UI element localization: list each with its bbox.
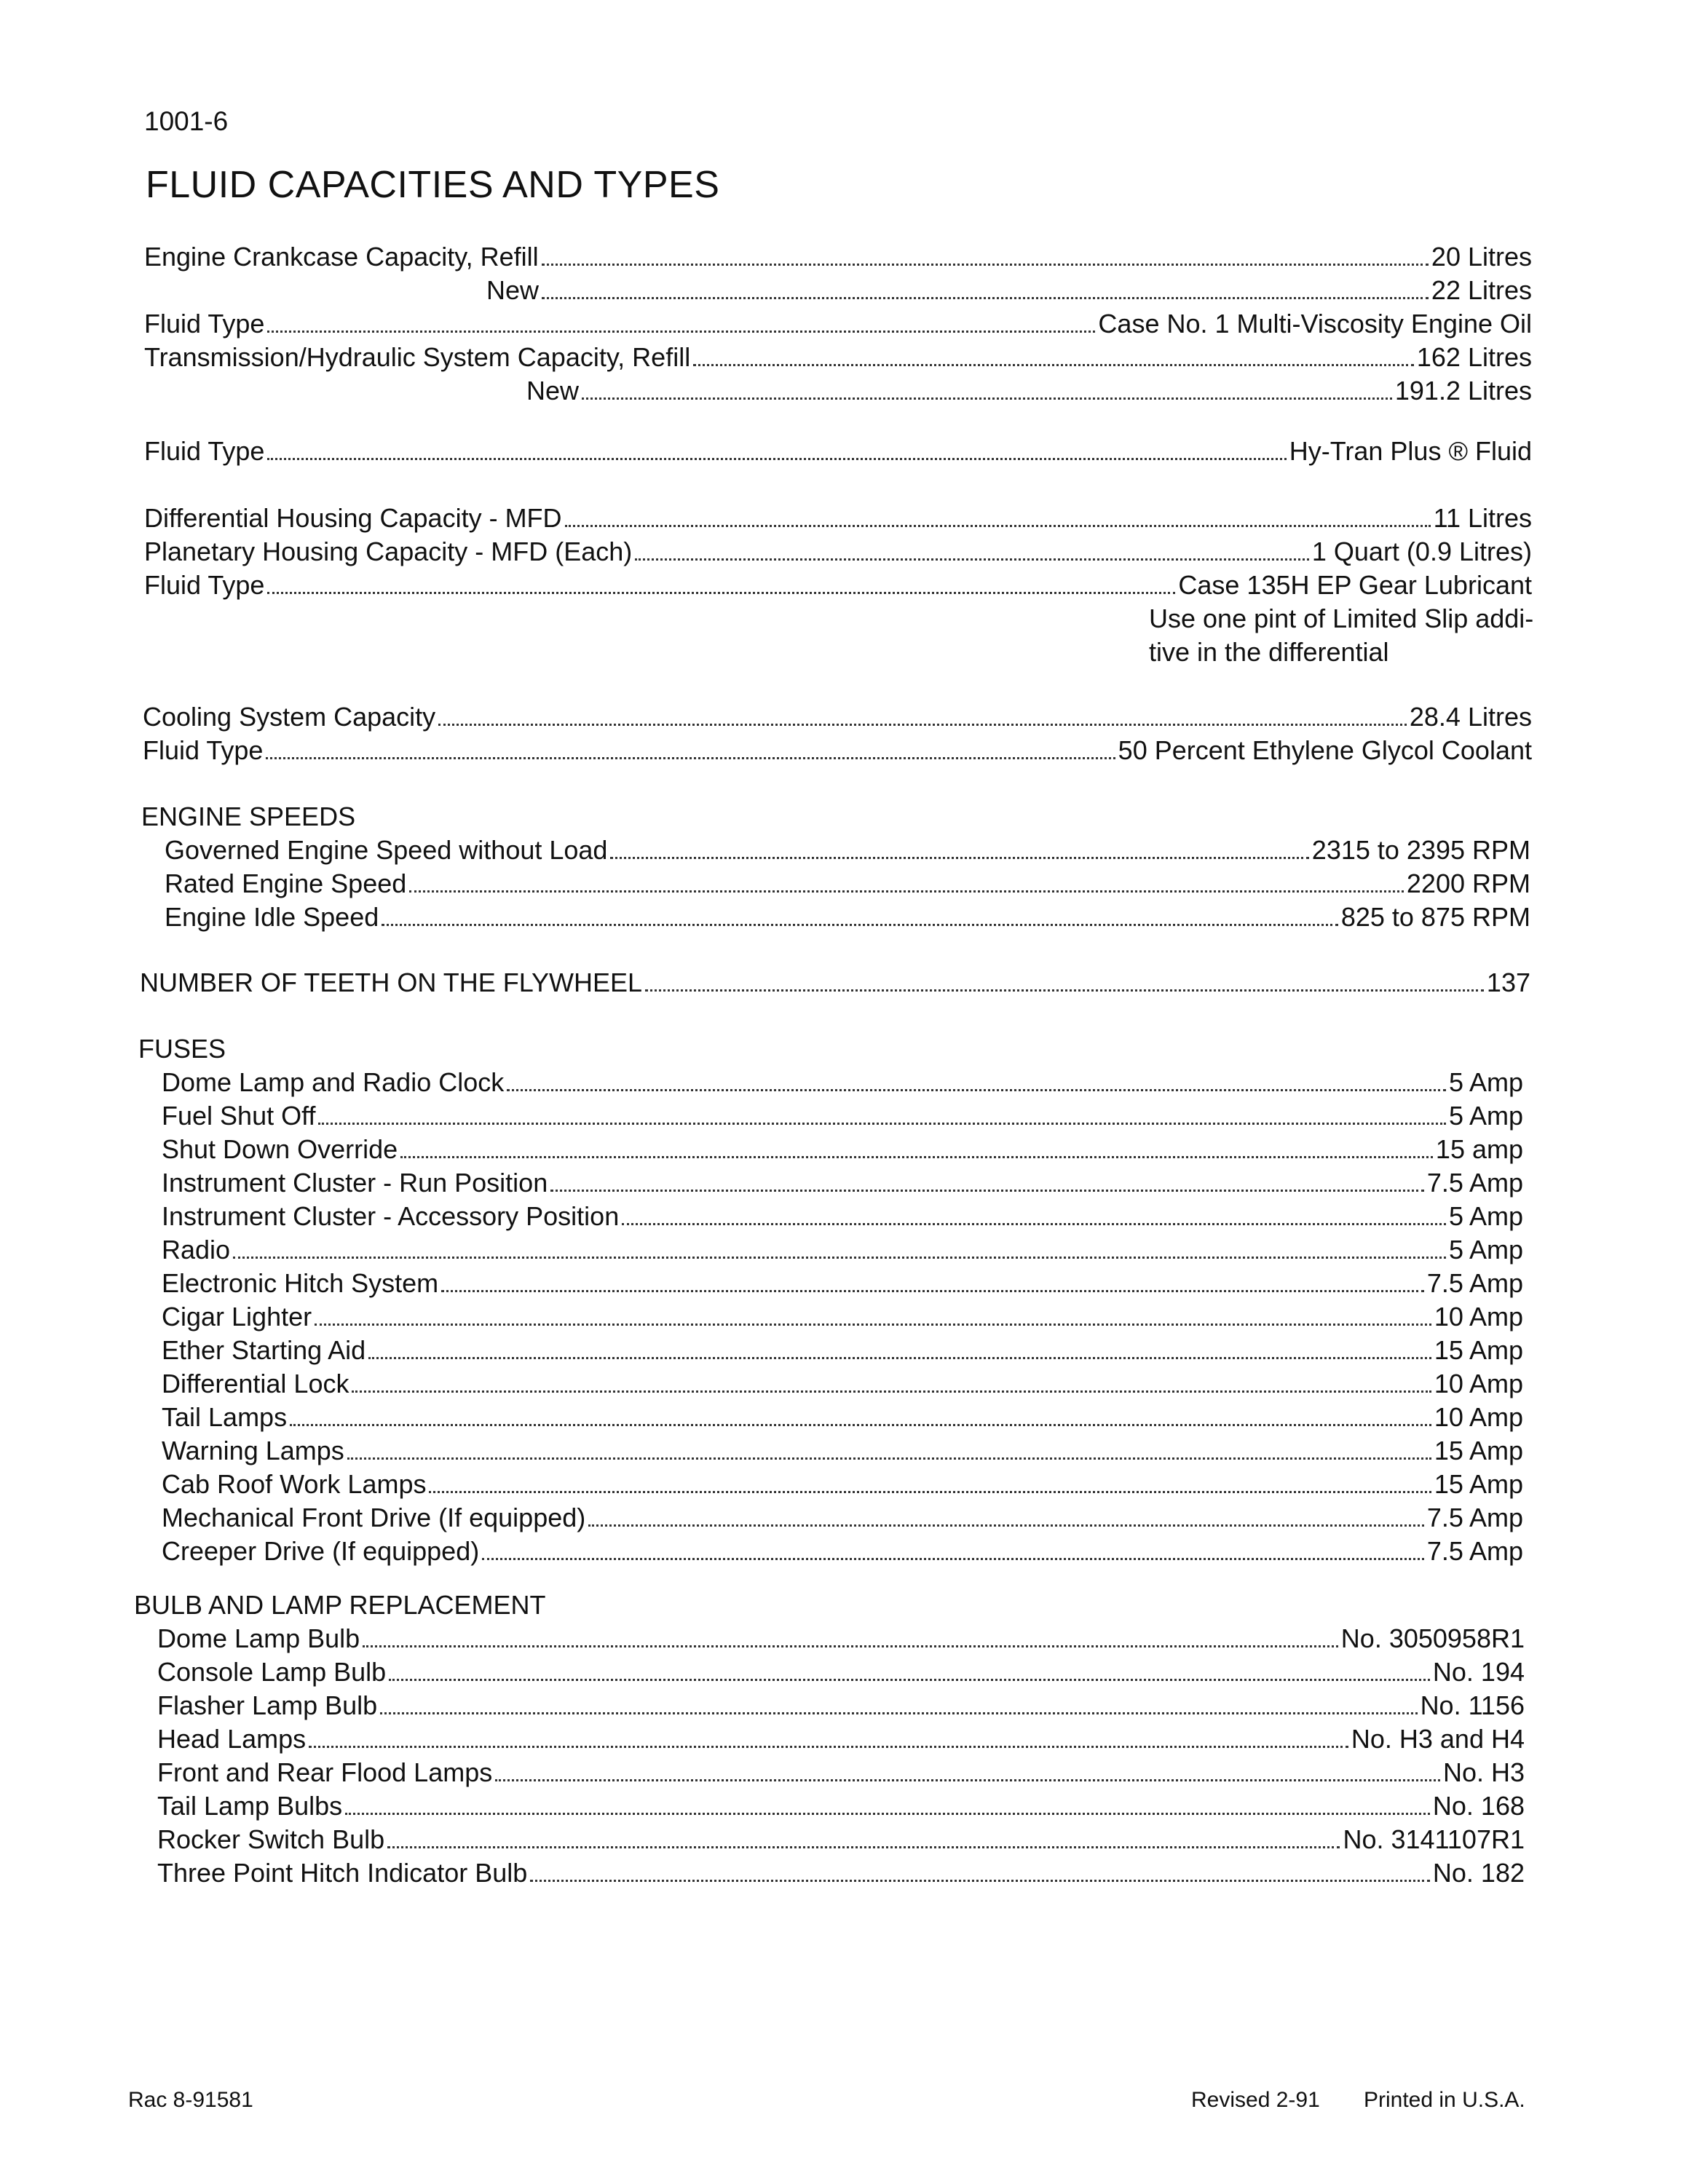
spec-row <box>143 734 1532 767</box>
flywheel-section <box>140 966 1530 1000</box>
leader-dots <box>622 1223 1446 1225</box>
spec-value: No. 194 <box>1432 1657 1525 1687</box>
leader-dots <box>550 1190 1424 1192</box>
spec-label: Warning Lamps <box>162 1436 344 1465</box>
spec-row <box>134 1856 1525 1890</box>
spec-value: 10 Amp <box>1434 1369 1523 1398</box>
leader-dots <box>429 1491 1431 1493</box>
spec-label: Transmission/Hydraulic System Capacity, Refill <box>144 342 691 372</box>
spec-label: Differential Lock <box>162 1369 349 1398</box>
spec-value: 15 Amp <box>1434 1469 1523 1499</box>
spec-label: Three Point Hitch Indicator Bulb <box>157 1858 528 1888</box>
leader-dots <box>542 297 1429 299</box>
leader-dots <box>495 1779 1440 1781</box>
spec-value: 50 Percent Ethylene Glycol Coolant <box>1118 735 1532 765</box>
spec-row <box>138 1267 1523 1300</box>
leader-dots <box>352 1390 1431 1393</box>
spec-row <box>141 867 1530 901</box>
page-title: FLUID CAPACITIES AND TYPES <box>146 164 720 206</box>
spec-label: NUMBER OF TEETH ON THE FLYWHEEL <box>140 968 643 997</box>
spec-row <box>138 1099 1523 1133</box>
spec-label: Dome Lamp Bulb <box>157 1623 360 1653</box>
spec-row <box>134 1655 1525 1689</box>
spec-label: Governed Engine Speed without Load <box>165 835 608 865</box>
spec-label: Fluid Type <box>144 570 265 600</box>
spec-row <box>144 535 1532 569</box>
spec-value: 2200 RPM <box>1406 869 1530 898</box>
spec-value: No. 182 <box>1432 1858 1525 1888</box>
spec-label: Head Lamps <box>157 1724 307 1754</box>
spec-row <box>138 1300 1523 1334</box>
bulbs-list <box>134 1622 1525 1890</box>
footer-revised: Revised 2-91 <box>1191 2088 1320 2112</box>
spec-label: Ether Starting Aid <box>162 1335 366 1365</box>
spec-label: Mechanical Front Drive (If equipped) <box>162 1503 586 1532</box>
spec-label: Fuel Shut Off <box>162 1101 316 1131</box>
leader-dots <box>363 1645 1338 1647</box>
transmission-fluid-section <box>144 435 1532 468</box>
spec-row <box>138 1334 1523 1367</box>
spec-value: Case 135H EP Gear Lubricant <box>1178 570 1532 600</box>
leader-dots <box>315 1324 1431 1326</box>
spec-value: No. 168 <box>1432 1791 1525 1821</box>
note-line: tive in the differential <box>1149 637 1389 667</box>
section-heading: ENGINE SPEEDS <box>141 802 356 831</box>
spec-label: Rated Engine Speed <box>165 869 407 898</box>
leader-dots <box>309 1746 1348 1748</box>
section-heading: FUSES <box>138 1034 226 1064</box>
spec-value: 10 Amp <box>1434 1402 1523 1432</box>
spec-value: 7.5 Amp <box>1426 1268 1523 1298</box>
spec-value: 15 amp <box>1435 1134 1523 1164</box>
cooling-section <box>143 700 1532 767</box>
leader-dots <box>368 1357 1431 1359</box>
spec-value: No. H3 and H4 <box>1351 1724 1525 1754</box>
spec-label: New <box>526 376 580 405</box>
spec-row <box>141 901 1530 934</box>
spec-row <box>138 1501 1523 1535</box>
spec-row <box>138 1066 1523 1099</box>
spec-label: Fluid Type <box>143 735 264 765</box>
spec-value: 5 Amp <box>1448 1101 1523 1131</box>
leader-dots <box>400 1156 1433 1158</box>
spec-row <box>138 1535 1523 1568</box>
page-number: 1001-6 <box>144 106 229 136</box>
leader-dots <box>233 1257 1446 1259</box>
spec-row <box>138 1166 1523 1200</box>
spec-row <box>138 1367 1523 1401</box>
spec-label: Instrument Cluster - Accessory Position <box>162 1201 620 1231</box>
spec-row <box>144 374 1532 408</box>
spec-label: Cigar Lighter <box>162 1302 312 1332</box>
spec-label: Dome Lamp and Radio Clock <box>162 1067 505 1097</box>
leader-dots <box>267 331 1095 333</box>
spec-value: 7.5 Amp <box>1426 1503 1523 1532</box>
spec-value: No. H3 <box>1442 1757 1525 1787</box>
spec-value: 5 Amp <box>1448 1201 1523 1231</box>
leader-dots <box>438 724 1407 726</box>
spec-value: No. 3141107R1 <box>1343 1824 1525 1854</box>
spec-value: 22 Litres <box>1431 275 1532 305</box>
spec-row <box>143 700 1532 734</box>
leader-dots <box>441 1290 1424 1292</box>
spec-label: Tail Lamps <box>162 1402 288 1432</box>
leader-dots <box>693 364 1414 366</box>
leader-dots <box>345 1813 1430 1815</box>
spec-label: Creeper Drive (If equipped) <box>162 1536 480 1566</box>
spec-row <box>134 1622 1525 1655</box>
spec-value: 825 to 875 RPM <box>1340 902 1530 932</box>
spec-row <box>144 274 1532 307</box>
leader-dots <box>645 989 1484 992</box>
engine-speeds-list <box>141 834 1530 934</box>
leader-dots <box>542 264 1429 266</box>
spec-label: Radio <box>162 1235 231 1265</box>
spec-label: Differential Housing Capacity - MFD <box>144 503 562 533</box>
spec-row <box>140 966 1530 1000</box>
spec-row <box>144 435 1532 468</box>
spec-label: Instrument Cluster - Run Position <box>162 1168 548 1198</box>
spec-label: Engine Idle Speed <box>165 902 379 932</box>
capacities-section <box>144 240 1532 408</box>
differential-section <box>144 502 1532 602</box>
spec-label: Front and Rear Flood Lamps <box>157 1757 493 1787</box>
spec-value: 10 Amp <box>1434 1302 1523 1332</box>
leader-dots <box>387 1846 1340 1848</box>
spec-label: Planetary Housing Capacity - MFD (Each) <box>144 537 633 566</box>
spec-value: 15 Amp <box>1434 1335 1523 1365</box>
spec-value: 137 <box>1486 968 1530 997</box>
spec-label: Fluid Type <box>144 436 265 466</box>
spec-value: 28.4 Litres <box>1409 702 1532 732</box>
leader-dots <box>530 1880 1430 1882</box>
spec-value: 7.5 Amp <box>1426 1168 1523 1198</box>
leader-dots <box>482 1558 1424 1560</box>
spec-label: Cooling System Capacity <box>143 702 436 732</box>
spec-value: No. 1156 <box>1420 1690 1525 1720</box>
leader-dots <box>409 890 1404 893</box>
spec-label: Rocker Switch Bulb <box>157 1824 385 1854</box>
spec-label: Shut Down Override <box>162 1134 398 1164</box>
spec-row <box>134 1756 1525 1789</box>
leader-dots <box>588 1524 1424 1527</box>
spec-label: Tail Lamp Bulbs <box>157 1791 343 1821</box>
leader-dots <box>267 458 1286 460</box>
spec-value: 2315 to 2395 RPM <box>1311 835 1530 865</box>
spec-value: No. 3050958R1 <box>1340 1623 1525 1653</box>
fuses-section <box>138 1032 1523 1568</box>
engine-speeds-section <box>141 800 1530 934</box>
spec-value: 5 Amp <box>1448 1235 1523 1265</box>
spec-label: Engine Crankcase Capacity, Refill <box>144 242 539 272</box>
spec-label: Console Lamp Bulb <box>157 1657 387 1687</box>
spec-value: 7.5 Amp <box>1426 1536 1523 1566</box>
spec-row <box>144 502 1532 535</box>
leader-dots <box>382 924 1338 926</box>
differential-note <box>1149 602 1533 669</box>
spec-row <box>138 1133 1523 1166</box>
fuses-list <box>138 1066 1523 1568</box>
footer-printed: Printed in U.S.A. <box>1364 2088 1525 2112</box>
spec-row <box>134 1689 1525 1722</box>
spec-row <box>144 307 1532 341</box>
spec-label: New <box>486 275 540 305</box>
leader-dots <box>389 1679 1430 1681</box>
spec-row <box>141 834 1530 867</box>
spec-value: 20 Litres <box>1431 242 1532 272</box>
spec-value: 15 Amp <box>1434 1436 1523 1465</box>
leader-dots <box>565 525 1431 527</box>
spec-label: Flasher Lamp Bulb <box>157 1690 378 1720</box>
spec-row <box>144 569 1532 602</box>
leader-dots <box>267 592 1175 594</box>
spec-row <box>138 1434 1523 1468</box>
footer-doc-number: Rac 8-91581 <box>128 2088 253 2112</box>
spec-value: 11 Litres <box>1433 503 1532 533</box>
leader-dots <box>290 1424 1431 1426</box>
spec-row <box>134 1722 1525 1756</box>
spec-value: 191.2 Litres <box>1394 376 1532 405</box>
leader-dots <box>266 757 1115 759</box>
spec-row <box>134 1789 1525 1823</box>
spec-row <box>144 341 1532 374</box>
leader-dots <box>380 1712 1417 1714</box>
spec-label: Fluid Type <box>144 309 265 339</box>
leader-dots <box>347 1457 1431 1460</box>
spec-value: Hy-Tran Plus ® Fluid <box>1289 436 1532 466</box>
leader-dots <box>610 857 1308 859</box>
spec-row <box>138 1200 1523 1233</box>
spec-row <box>144 240 1532 274</box>
leader-dots <box>635 558 1309 561</box>
spec-row <box>138 1468 1523 1501</box>
section-heading: BULB AND LAMP REPLACEMENT <box>134 1590 546 1620</box>
leader-dots <box>582 397 1392 400</box>
spec-row <box>138 1401 1523 1434</box>
spec-value: Case No. 1 Multi-Viscosity Engine Oil <box>1098 309 1532 339</box>
leader-dots <box>318 1123 1445 1125</box>
spec-value: 1 Quart (0.9 Litres) <box>1311 537 1532 566</box>
spec-row <box>138 1233 1523 1267</box>
spec-value: 162 Litres <box>1416 342 1532 372</box>
spec-label: Cab Roof Work Lamps <box>162 1469 427 1499</box>
leader-dots <box>507 1089 1446 1091</box>
spec-value: 5 Amp <box>1448 1067 1523 1097</box>
note-line: Use one pint of Limited Slip addi- <box>1149 604 1534 633</box>
spec-label: Electronic Hitch System <box>162 1268 439 1298</box>
spec-row <box>134 1823 1525 1856</box>
bulbs-section <box>134 1588 1525 1890</box>
